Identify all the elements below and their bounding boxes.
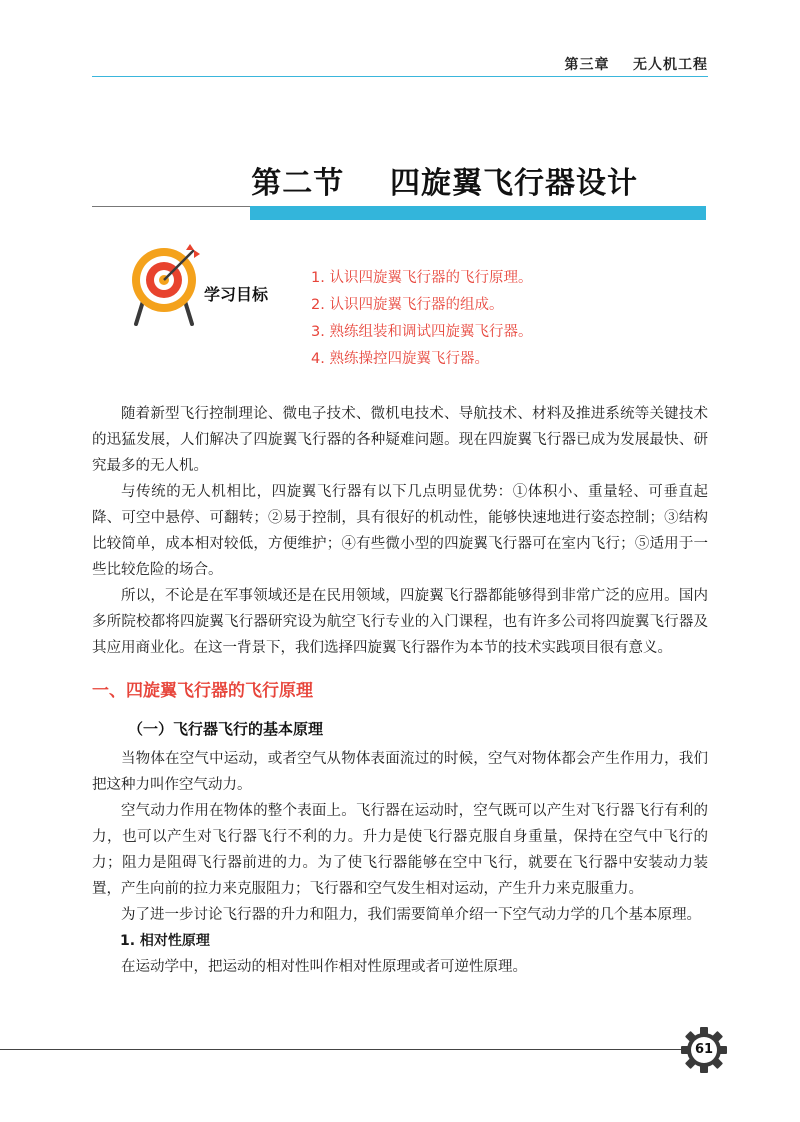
footer-rule	[0, 1049, 688, 1050]
paragraph: 在运动学中，把运动的相对性叫作相对性原理或者可逆性原理。	[121, 959, 527, 975]
section-heading: 一、四旋翼飞行器的飞行原理	[92, 681, 313, 701]
paragraph: 空气动力作用在物体的整个表面上。飞行器在运动时，空气既可以产生对飞行器飞行有利的力，也可以产生对飞行器飞行不利的力。升力是使飞行器克服自身重量，保持在空气中飞行的力；阻力是阻碍飞行器前进的力。为了使飞行器能够在空中飞行，就要在飞行器中安装动力装置，产生向前的拉力来克服阻力；飞行器和空气发生相对运动，产生升力来克服重力。	[92, 803, 708, 897]
paragraph: 为了进一步讨论飞行器的升力和阻力，我们需要简单介绍一下空气动力学的几个基本原理。	[121, 907, 701, 923]
paragraph: 当物体在空气中运动，或者空气从物体表面流过的时候，空气对物体都会产生作用力，我们把这种力叫作空气动力。	[92, 751, 708, 793]
paragraph: 与传统的无人机相比，四旋翼飞行器有以下几点明显优势：①体积小、重量轻、可垂直起降、可空中悬停、可翻转；②易于控制，具有很好的机动性，能够快速地进行姿态控制；③结构比较简单，成本相对较低，方便维护；④有些微小型的四旋翼飞行器可在室内飞行；⑤适用于一些比较危险的场合。	[92, 484, 708, 578]
objectives-list	[311, 265, 532, 373]
page-number: 61	[694, 1042, 714, 1057]
title-underline	[92, 206, 250, 207]
section-title: 第二节 四旋翼飞行器设计	[251, 166, 638, 201]
objective-item: 4. 熟练操控四旋翼飞行器。	[311, 351, 489, 367]
point-heading: 1. 相对性原理	[120, 933, 210, 949]
section-text	[92, 746, 708, 980]
objective-item: 1. 认识四旋翼飞行器的飞行原理。	[311, 270, 533, 286]
title-accent-bar	[250, 206, 706, 220]
objective-item: 3. 熟练组装和调试四旋翼飞行器。	[311, 324, 533, 340]
paragraph: 随着新型飞行控制理论、微电子技术、微机电技术、导航技术、材料及推进系统等关键技术的迅猛发展，人们解决了四旋翼飞行器的各种疑难问题。现在四旋翼飞行器已成为发展最快、研究最多的无人机。	[92, 406, 708, 474]
paragraph: 所以，不论是在军事领域还是在民用领域，四旋翼飞行器都能够得到非常广泛的应用。国内多所院校都将四旋翼飞行器研究设为航空飞行专业的入门课程，也有许多公司将四旋翼飞行器及其应用商业化。在这一背景下，我们选择四旋翼飞行器作为本节的技术实践项目很有意义。	[92, 588, 708, 656]
running-head: 第三章 无人机工程	[564, 57, 708, 73]
objective-item: 2. 认识四旋翼飞行器的组成。	[311, 297, 504, 313]
subsection-heading: （一）飞行器飞行的基本原理	[128, 720, 324, 738]
header-rule	[92, 76, 708, 77]
objectives-label: 学习目标	[204, 285, 269, 304]
intro-text	[92, 401, 708, 661]
target-arrow-icon	[124, 240, 204, 326]
